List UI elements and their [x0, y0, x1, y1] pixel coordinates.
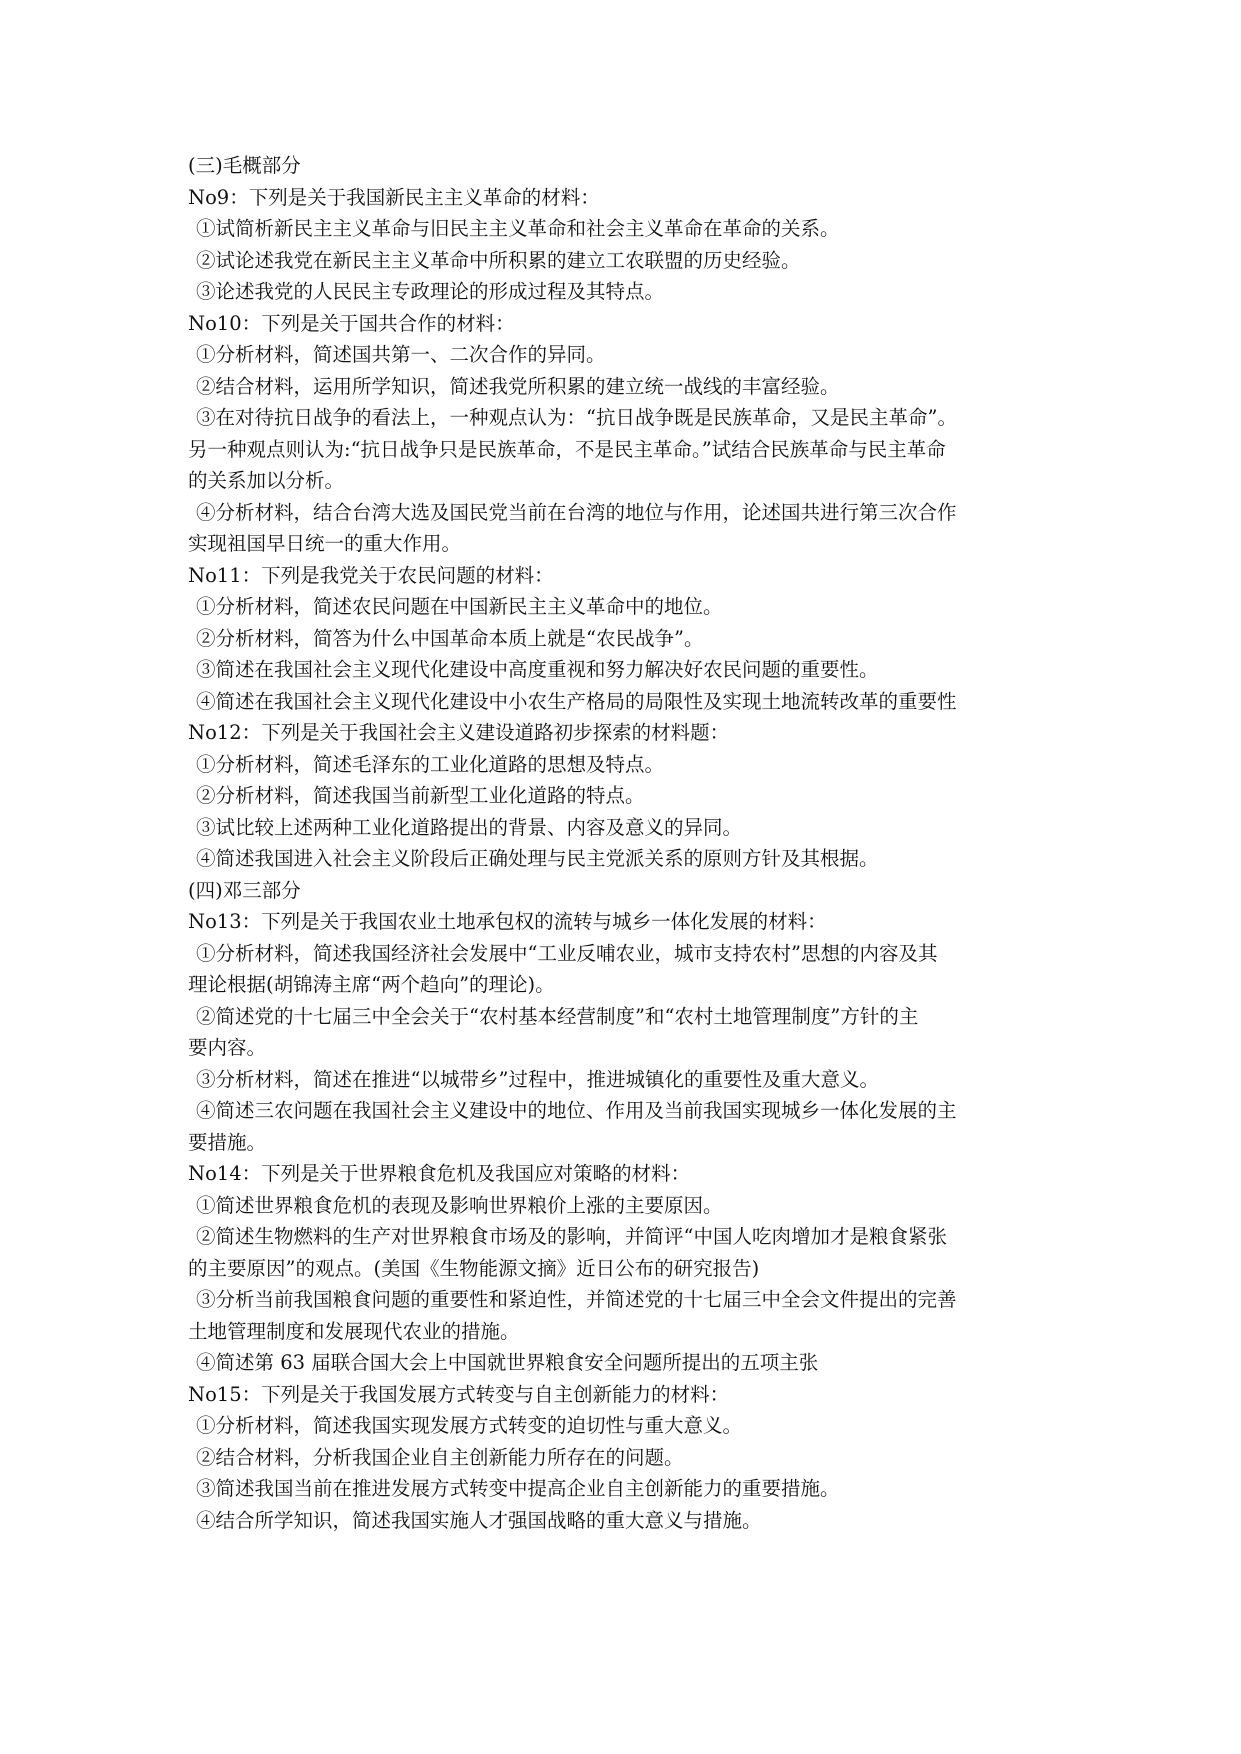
question-item: ②结合材料，分析我国企业自主创新能力所存在的问题。 — [196, 1445, 684, 1469]
question-title: No10：下列是关于国共合作的材料： — [188, 311, 515, 335]
question-item-continuation: 要措施。 — [188, 1130, 267, 1154]
question-item: ①分析材料，简述农民问题在中国新民主主义革命中的地位。 — [196, 595, 723, 618]
question-item: ④简述第 63 届联合国大会上中国就世界粮食安全问题所提出的五项主张 — [196, 1351, 819, 1374]
question-item-continuation: 理论根据(胡锦涛主席“两个趋向”的理论)。 — [188, 973, 555, 996]
question-item-continuation: 实现祖国早日统一的重大作用。 — [188, 532, 462, 555]
question-item: ①分析材料，简述我国经济社会发展中“工业反哺农业，城市支持农村”思想的内容及其 — [196, 941, 938, 965]
question-item: ③简述我国当前在推进发展方式转变中提高企业自主创新能力的重要措施。 — [196, 1477, 840, 1500]
question-item: ②简述党的十七届三中全会关于“农村基本经营制度”和“农村土地管理制度”方针的主 — [196, 1004, 919, 1028]
question-item-continuation: 要内容。 — [188, 1036, 267, 1059]
question-item: ③分析材料，简述在推进“以城带乡”过程中，推进城镇化的重要性及重大意义。 — [196, 1067, 879, 1091]
question-item: ④简述我国进入社会主义阶段后正确处理与民主党派关系的原则方针及其根据。 — [196, 847, 879, 870]
question-item: ④简述三农问题在我国社会主义建设中的地位、作用及当前我国实现城乡一体化发展的主 — [196, 1099, 957, 1122]
question-title: No11：下列是我党关于农民问题的材料： — [188, 563, 554, 587]
question-item: ②分析材料，简述我国当前新型工业化道路的特点。 — [196, 784, 645, 807]
question-title: No13：下列是关于我国农业土地承包权的流转与城乡一体化发展的材料： — [188, 910, 827, 933]
question-title: No15：下列是关于我国发展方式转变与自主创新能力的材料： — [188, 1382, 730, 1406]
question-item: ③论述我党的人民民主专政理论的形成过程及其特点。 — [196, 280, 665, 303]
question-item: ①分析材料，简述我国实现发展方式转变的迫切性与重大意义。 — [196, 1414, 743, 1437]
question-item-continuation: 另一种观点则认为:“抗日战争只是民族革命，不是民主革命。”试结合民族革命与民主革命 — [188, 437, 946, 461]
question-item-continuation: 土地管理制度和发展现代农业的措施。 — [188, 1319, 520, 1343]
question-item: ①分析材料，简述国共第一、二次合作的异同。 — [196, 343, 606, 366]
section-heading: (三)毛概部分 — [188, 154, 301, 177]
question-item: ②分析材料，简答为什么中国革命本质上就是“农民战争”。 — [196, 626, 704, 650]
question-item: ③简述在我国社会主义现代化建设中高度重视和努力解决好农民问题的重要性。 — [196, 658, 879, 681]
question-item: ②试论述我党在新民主主义革命中所积累的建立工农联盟的历史经验。 — [196, 248, 801, 272]
question-item: ④简述在我国社会主义现代化建设中小农生产格局的局限性及实现土地流转改革的重要性 — [196, 689, 957, 713]
question-title: No14：下列是关于世界粮食危机及我国应对策略的材料： — [188, 1162, 691, 1185]
question-item-continuation: 的主要原因”的观点。(美国《生物能源文摘》近日公布的研究报告) — [188, 1256, 760, 1280]
document-page — [188, 150, 1063, 1536]
question-item: ③在对待抗日战争的看法上，一种观点认为：“抗日战争既是民族革命，又是民主革命”。 — [196, 406, 957, 429]
question-title: No9：下列是关于我国新民主主义革命的材料： — [188, 185, 600, 209]
question-title: No12：下列是关于我国社会主义建设道路初步探索的材料题： — [188, 721, 730, 744]
question-item: ②结合材料，运用所学知识，简述我党所积累的建立统一战线的丰富经验。 — [196, 374, 840, 398]
question-item: ④分析材料，结合台湾大选及国民党当前在台湾的地位与作用，论述国共进行第三次合作 — [196, 500, 957, 524]
question-item: ①试简析新民主主义革命与旧民主主义革命和社会主义革命在革命的关系。 — [196, 217, 840, 240]
question-item: ③试比较上述两种工业化道路提出的背景、内容及意义的异同。 — [196, 815, 743, 839]
question-item: ①分析材料，简述毛泽东的工业化道路的思想及特点。 — [196, 752, 665, 776]
question-item-continuation: 的关系加以分析。 — [188, 469, 345, 492]
question-item: ①简述世界粮食危机的表现及影响世界粮价上涨的主要原因。 — [196, 1193, 723, 1217]
question-item: ④结合所学知识，简述我国实施人才强国战略的重大意义与措施。 — [196, 1508, 762, 1532]
question-item: ③分析当前我国粮食问题的重要性和紧迫性，并简述党的十七届三中全会文件提出的完善 — [196, 1288, 957, 1311]
question-item: ②简述生物燃料的生产对世界粮食市场及的影响，并简评“中国人吃肉增加才是粮食紧张 — [196, 1225, 947, 1248]
section-heading: (四)邓三部分 — [188, 878, 301, 902]
